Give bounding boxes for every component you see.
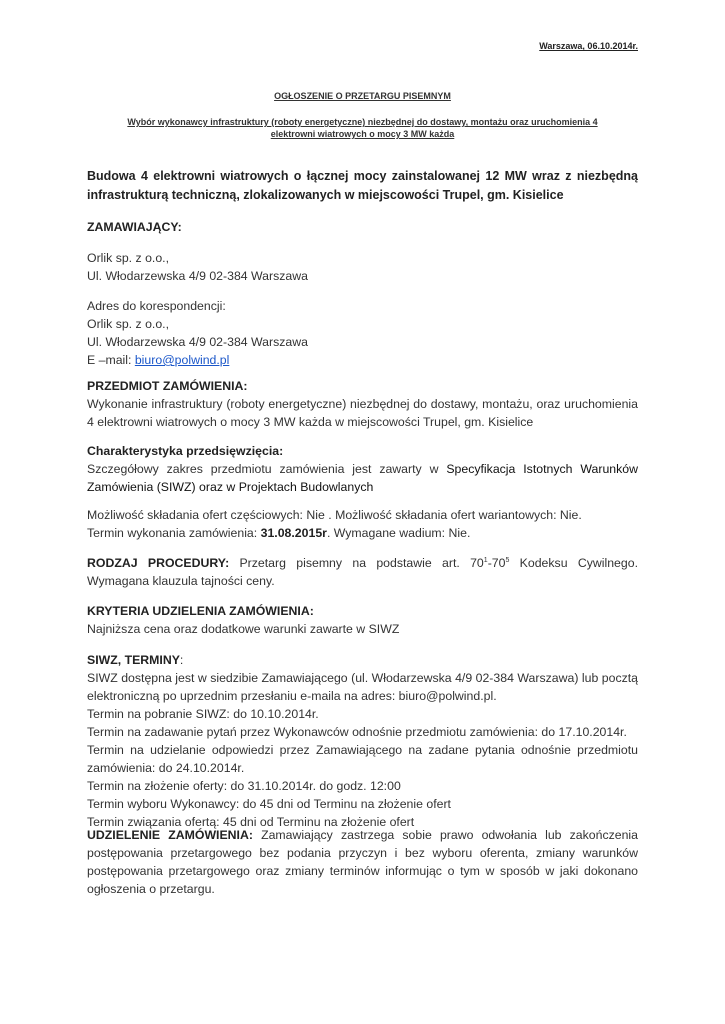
siwz-zlozenie: Termin na złożenie oferty: do 31.10.2014r. do godz. 12:00 [87, 779, 401, 793]
siwz-heading-colon: : [179, 653, 184, 667]
siwz-wybor: Termin wyboru Wykonawcy: do 45 dni od Terminu na złożenie ofert [87, 797, 451, 811]
termin-row [87, 524, 638, 542]
udzielenie-heading: UDZIELENIE ZAMÓWIENIA: [87, 828, 253, 842]
oferty-text: Możliwość składania ofert częściowych: Nie . Możliwość składania ofert wariantowych: Nie. [87, 508, 582, 522]
kryteria-heading: KRYTERIA UDZIELENIA ZAMÓWIENIA: [87, 604, 314, 618]
siwz-intro: SIWZ dostępna jest w siedzibie Zamawiającego (ul. Włodarzewska 4/9 02-384 Warszawa) lub pocztą elektroniczną po uprzednim przesłaniu e-maila na adres: biuro@polwind.pl. [87, 671, 638, 703]
przedmiot-text: Wykonanie infrastruktury (roboty energetyczne) niezbędnej do dostawy, montażu, oraz uruchomienia 4 elektrowni wiatrowych o mocy 3 MW każda w miejscowości Trupel, gm. Kisielice [87, 397, 638, 429]
correspondence-label: Adres do korespondencji: [87, 299, 226, 313]
siwz-zwiazanie: Termin związania ofertą: 45 dni od Terminu na złożenie ofert [87, 815, 415, 829]
termin-value: 31.08.2015r [260, 526, 327, 540]
correspondence-section [87, 297, 638, 369]
rodzaj-text-b: -70 [487, 556, 506, 570]
zamawiajacy-heading-text: ZAMAWIAJĄCY: [87, 220, 182, 234]
zamawiajacy-address: Ul. Włodarzewska 4/9 02-384 Warszawa [87, 269, 308, 283]
rodzaj-section [87, 554, 638, 590]
zamawiajacy-name: Orlik sp. z o.o., [87, 251, 170, 265]
rodzaj-text-c: Kodeksu Cywilnego. Wymagana klauzula tajności ceny. [87, 556, 638, 588]
email-label: E –mail: [87, 353, 135, 367]
rodzaj-heading: RODZAJ PROCEDURY: [87, 556, 230, 570]
rodzaj-text-a: Przetarg pisemny na podstawie art. 70 [229, 556, 484, 570]
siwz-pytania: Termin na zadawanie pytań przez Wykonawców odnośnie przedmiotu zamówienia: do 17.10.2014r. [87, 725, 627, 739]
charakterystyka-text [87, 460, 638, 496]
zamawiajacy-section [87, 249, 638, 285]
udzielenie-section [87, 826, 638, 898]
announcement-title: OGŁOSZENIE O PRZETARGU PISEMNYM [274, 91, 451, 101]
charakterystyka-section [87, 442, 638, 496]
siwz-heading: SIWZ, TERMINY [87, 653, 180, 667]
charakterystyka-text-pre: Szczegółowy zakres przedmiotu zamówienia jest zawarty w [87, 462, 447, 476]
przedmiot-heading: PRZEDMIOT ZAMÓWIENIA: [87, 379, 248, 393]
termin-label: Termin wykonania zamówienia: [87, 526, 261, 540]
subtitle-line-1: Wybór wykonawcy infrastruktury (roboty energetyczne) niezbędnej do dostawy, montażu oraz uruchomienia 4 [127, 117, 598, 127]
kryteria-section [87, 602, 638, 638]
siwz-odpowiedzi: Termin na udzielanie odpowiedzi przez Zamawiającego na zadane pytania odnośnie przedmiotu zamówienia: do 24.10.2014r. [87, 743, 638, 775]
udzielenie-text: Zamawiający zastrzega sobie prawo odwołania lub zakończenia postępowania przetargowego bez podania przyczyn i bez wyboru oferenta, zmiany warunków postępowania przetargowego oraz zmiany terminów informując o tym w sposób w jaki dokonano ogłoszenia o przetargu. [87, 828, 638, 896]
kryteria-text: Najniższa cena oraz dodatkowe warunki zawarte w SIWZ [87, 622, 400, 636]
subtitle-line-2: elektrowni wiatrowych o mocy 3 MW każda [270, 129, 455, 139]
wadium-text: . Wymagane wadium: Nie. [326, 526, 471, 540]
zamawiajacy-heading [87, 218, 638, 236]
rodzaj-sup-2: 5 [505, 556, 510, 564]
correspondence-name: Orlik sp. z o.o., [87, 317, 170, 331]
oferty-section [87, 506, 638, 542]
siwz-pobranie: Termin na pobranie SIWZ: do 10.10.2014r. [87, 707, 319, 721]
charakterystyka-siwz-ref: Specyfikacja Istotnych Warunków Zamówienia (SIWZ) oraz w Projektach Budowlanych [87, 462, 638, 494]
email-row [87, 351, 638, 369]
siwz-heading-row [87, 651, 638, 669]
charakterystyka-heading: Charakterystyka przedsięwzięcia: [87, 444, 284, 458]
correspondence-address: Ul. Włodarzewska 4/9 02-384 Warszawa [87, 335, 308, 349]
rodzaj-sup-1: 1 [483, 556, 488, 564]
email-link[interactable]: biuro@polwind.pl [134, 353, 230, 367]
announcement-subtitle [87, 116, 638, 140]
document-date: Warszawa, 06.10.2014r. [539, 41, 638, 51]
headline: Budowa 4 elektrowni wiatrowych o łącznej mocy zainstalowanej 12 MW wraz z niezbędną infrastrukturą techniczną, zlokalizowanych w miejscowości Trupel, gm. Kisielice [87, 169, 638, 202]
przedmiot-section [87, 377, 638, 431]
siwz-section [87, 651, 638, 831]
